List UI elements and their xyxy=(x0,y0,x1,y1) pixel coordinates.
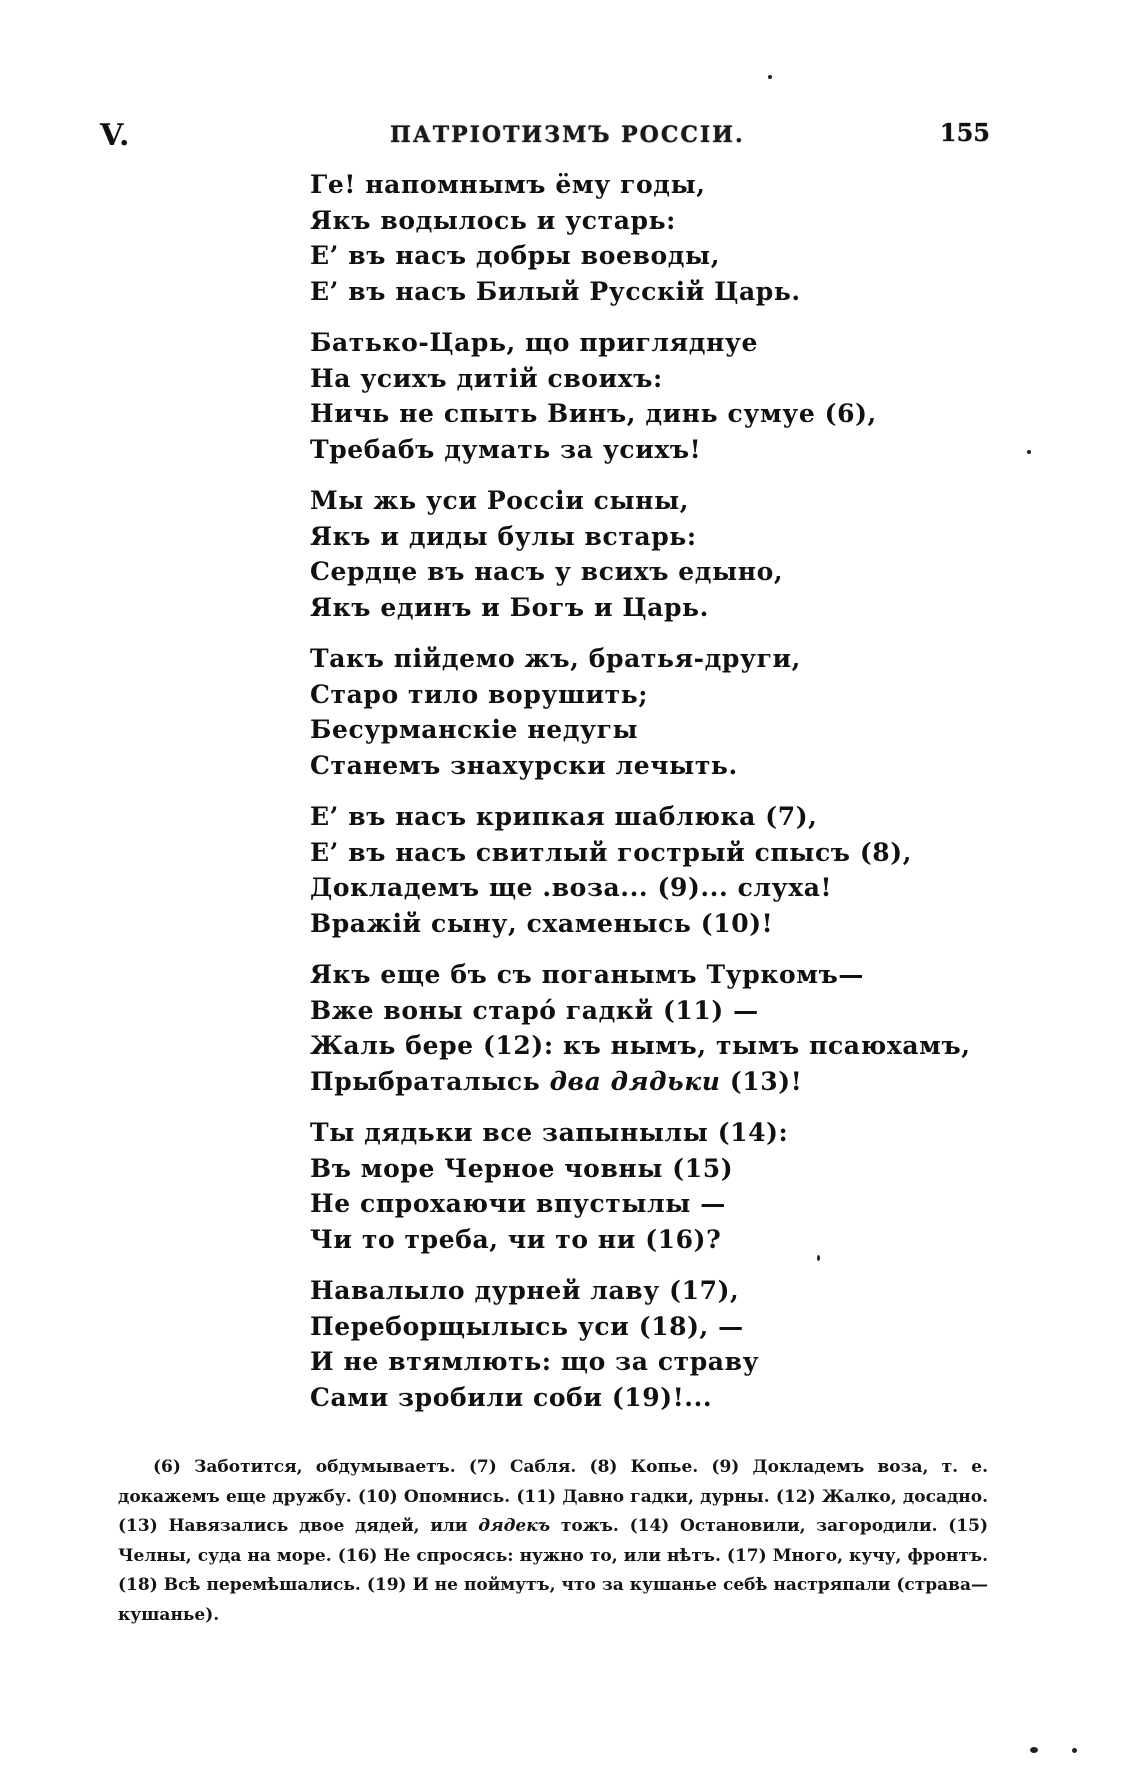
stanza xyxy=(310,325,910,467)
poem-line: Старо тило ворушить; xyxy=(310,679,649,709)
poem-line: Докладемъ ще .воза... (9)... слуха! xyxy=(310,873,833,902)
page-header xyxy=(100,118,990,158)
scan-speck xyxy=(817,1255,820,1261)
line-suffix: (13)! xyxy=(720,1066,803,1096)
poem-line: Якъ и диды булы встарь: xyxy=(310,521,697,551)
poem-line: Вже воны старó гадкй (11) — xyxy=(310,995,759,1025)
poem-line: Е’ въ насъ крипкая шаблюка (7), xyxy=(310,802,818,831)
footnote-part-2: тожъ. (14) Остановили, загородили. (15) Челны, суда на море. (16) Не спросясь: нужно то, или нѣтъ. (17) Много, кучу, фронтъ. (18) Всѣ перемѣшались. (19) И не поймутъ, что за кушанье себѣ настряпали (страва—кушанье). xyxy=(118,1516,988,1625)
stanza xyxy=(310,167,910,309)
poem-line: Чи то треба, чи то ни (16)? xyxy=(310,1224,722,1254)
poem-line: Якъ еще бъ съ поганымъ Туркомъ— xyxy=(310,960,864,989)
poem-line: Такъ пійдемо жъ, братья-други, xyxy=(310,644,801,673)
poem-line: Станемъ знахурски лечыть. xyxy=(310,750,738,780)
poem-line: На усихъ дитій своихъ: xyxy=(310,363,663,393)
scan-speck xyxy=(768,75,772,79)
running-title: ПАТРІОТИЗМЪ РОССІИ. xyxy=(390,122,745,148)
poem-line: Ничь не спыть Винъ, динь сумуе (6), xyxy=(310,399,877,428)
poem-line: Ге! напомнымъ ёму годы, xyxy=(310,170,706,199)
stanza xyxy=(310,799,913,941)
poem-line: Сами зробили соби (19)!... xyxy=(310,1382,713,1412)
footnote-part-1: (6) Заботится, обдумываетъ. (7) Сабля. (8) Копье. (9) Докладемъ воза, т. е. докажемъ еще дружбу. (10) Опомнись. (11) Давно гадки, дурны. (12) Жалко, досадно. (13) Навязались двое дядей, или xyxy=(118,1457,988,1536)
header-mark: V. xyxy=(100,118,131,153)
stanza xyxy=(310,641,910,783)
stanza xyxy=(310,1115,910,1257)
poem-line: Е’ въ насъ свитлый гострый спысъ (8), xyxy=(310,837,913,867)
poem-line: Сердце въ насъ у всихъ едыно, xyxy=(310,557,784,586)
poem-line: Бесурманскіе недугы xyxy=(310,715,639,744)
poem-line: Жаль бере (12): къ нымъ, тымъ псаюхамъ, xyxy=(310,1031,971,1060)
poem-line: Вражій сыну, схаменысь (10)! xyxy=(310,908,774,938)
poem-line: Якъ единъ и Богъ и Царь. xyxy=(310,592,709,622)
poem-line: Переборщылысь уси (18), — xyxy=(310,1311,744,1341)
poem-line: Якъ водылось и устарь: xyxy=(310,205,676,235)
footnote-italic-word: дядекъ xyxy=(478,1516,551,1536)
footnotes xyxy=(118,1453,988,1630)
page-number: 155 xyxy=(939,118,990,147)
poem-line: Въ море Черное човны (15) xyxy=(310,1153,734,1183)
poem-line: Не спрохаючи впустылы — xyxy=(310,1189,726,1218)
poem xyxy=(310,167,971,1431)
poem-line: Ты дядьки все запынылы (14): xyxy=(310,1118,789,1147)
stanza xyxy=(310,1273,910,1415)
poem-line: Е’ въ насъ добры воеводы, xyxy=(310,241,720,270)
footnote-text xyxy=(118,1453,988,1630)
line-italic-phrase: два дядьки xyxy=(549,1066,721,1096)
line-prefix: Прыбраталысь xyxy=(310,1066,550,1096)
poem-line: Мы жь уси Россіи сыны, xyxy=(310,486,690,515)
poem-line: Требабъ думать за усихъ! xyxy=(310,434,702,464)
poem-line: Е’ въ насъ Билый Русскій Царь. xyxy=(310,276,801,306)
poem-line: И не втямлють: що за страву xyxy=(310,1347,760,1376)
poem-line: Навалыло дурней лаву (17), xyxy=(310,1276,740,1305)
stanza xyxy=(310,957,971,1099)
poem-line xyxy=(310,1064,910,1100)
poem-line: Батько-Царь, що пригляднуе xyxy=(310,328,758,357)
scan-speck xyxy=(1072,1748,1077,1753)
stanza xyxy=(310,483,910,625)
scan-speck xyxy=(1027,450,1031,454)
scan-speck xyxy=(1030,1747,1038,1753)
